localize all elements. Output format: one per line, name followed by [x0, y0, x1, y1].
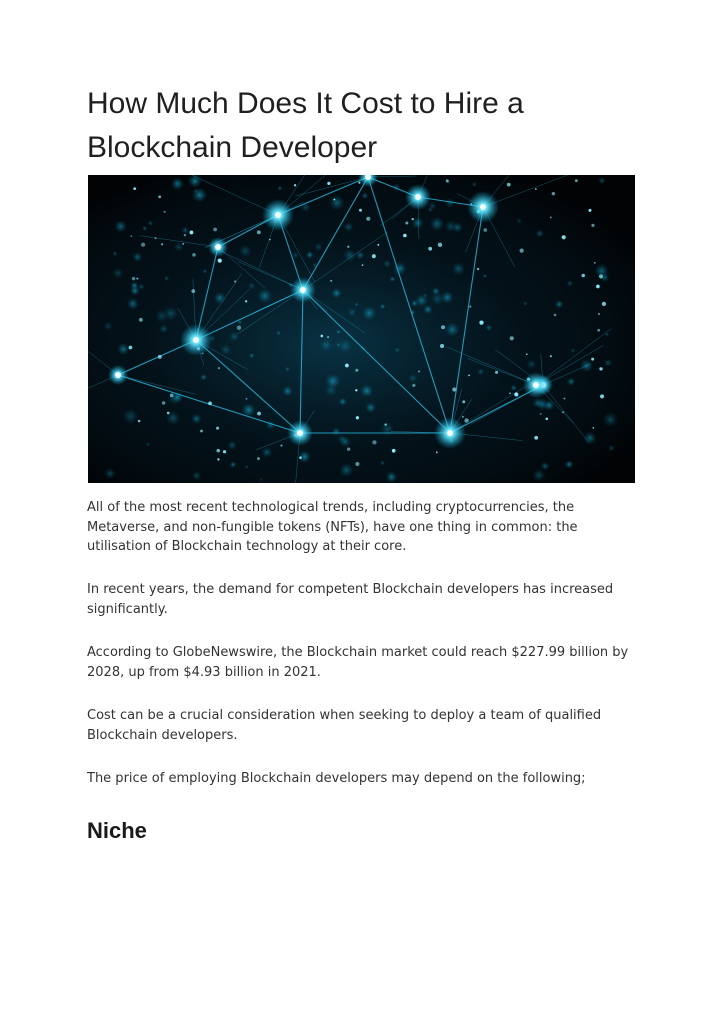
page-title: How Much Does It Cost to Hire a Blockchain Developer	[87, 87, 524, 164]
section-heading-niche: Niche	[87, 818, 147, 843]
paragraph-cost: Cost can be a crucial consideration when seeking to deploy a team of qualified Blockchain developers.	[87, 708, 602, 743]
paragraph-market: According to GlobeNewswire, the Blockchain market could reach $227.99 billion by 2028, up from $4.93 billion in 2021.	[87, 645, 629, 680]
paragraph-intro: All of the most recent technological trends, including cryptocurrencies, the Metaverse, and non-fungible tokens (NFTs), have one thing in common: the utilisation of Blockchain technology at their core.	[87, 500, 578, 554]
hero-image	[88, 175, 635, 483]
paragraph-factors: The price of employing Blockchain developers may depend on the following;	[87, 771, 586, 786]
blockchain-network-illustration	[88, 175, 635, 483]
paragraph-demand: In recent years, the demand for competent Blockchain developers has increased significantly.	[87, 582, 614, 617]
